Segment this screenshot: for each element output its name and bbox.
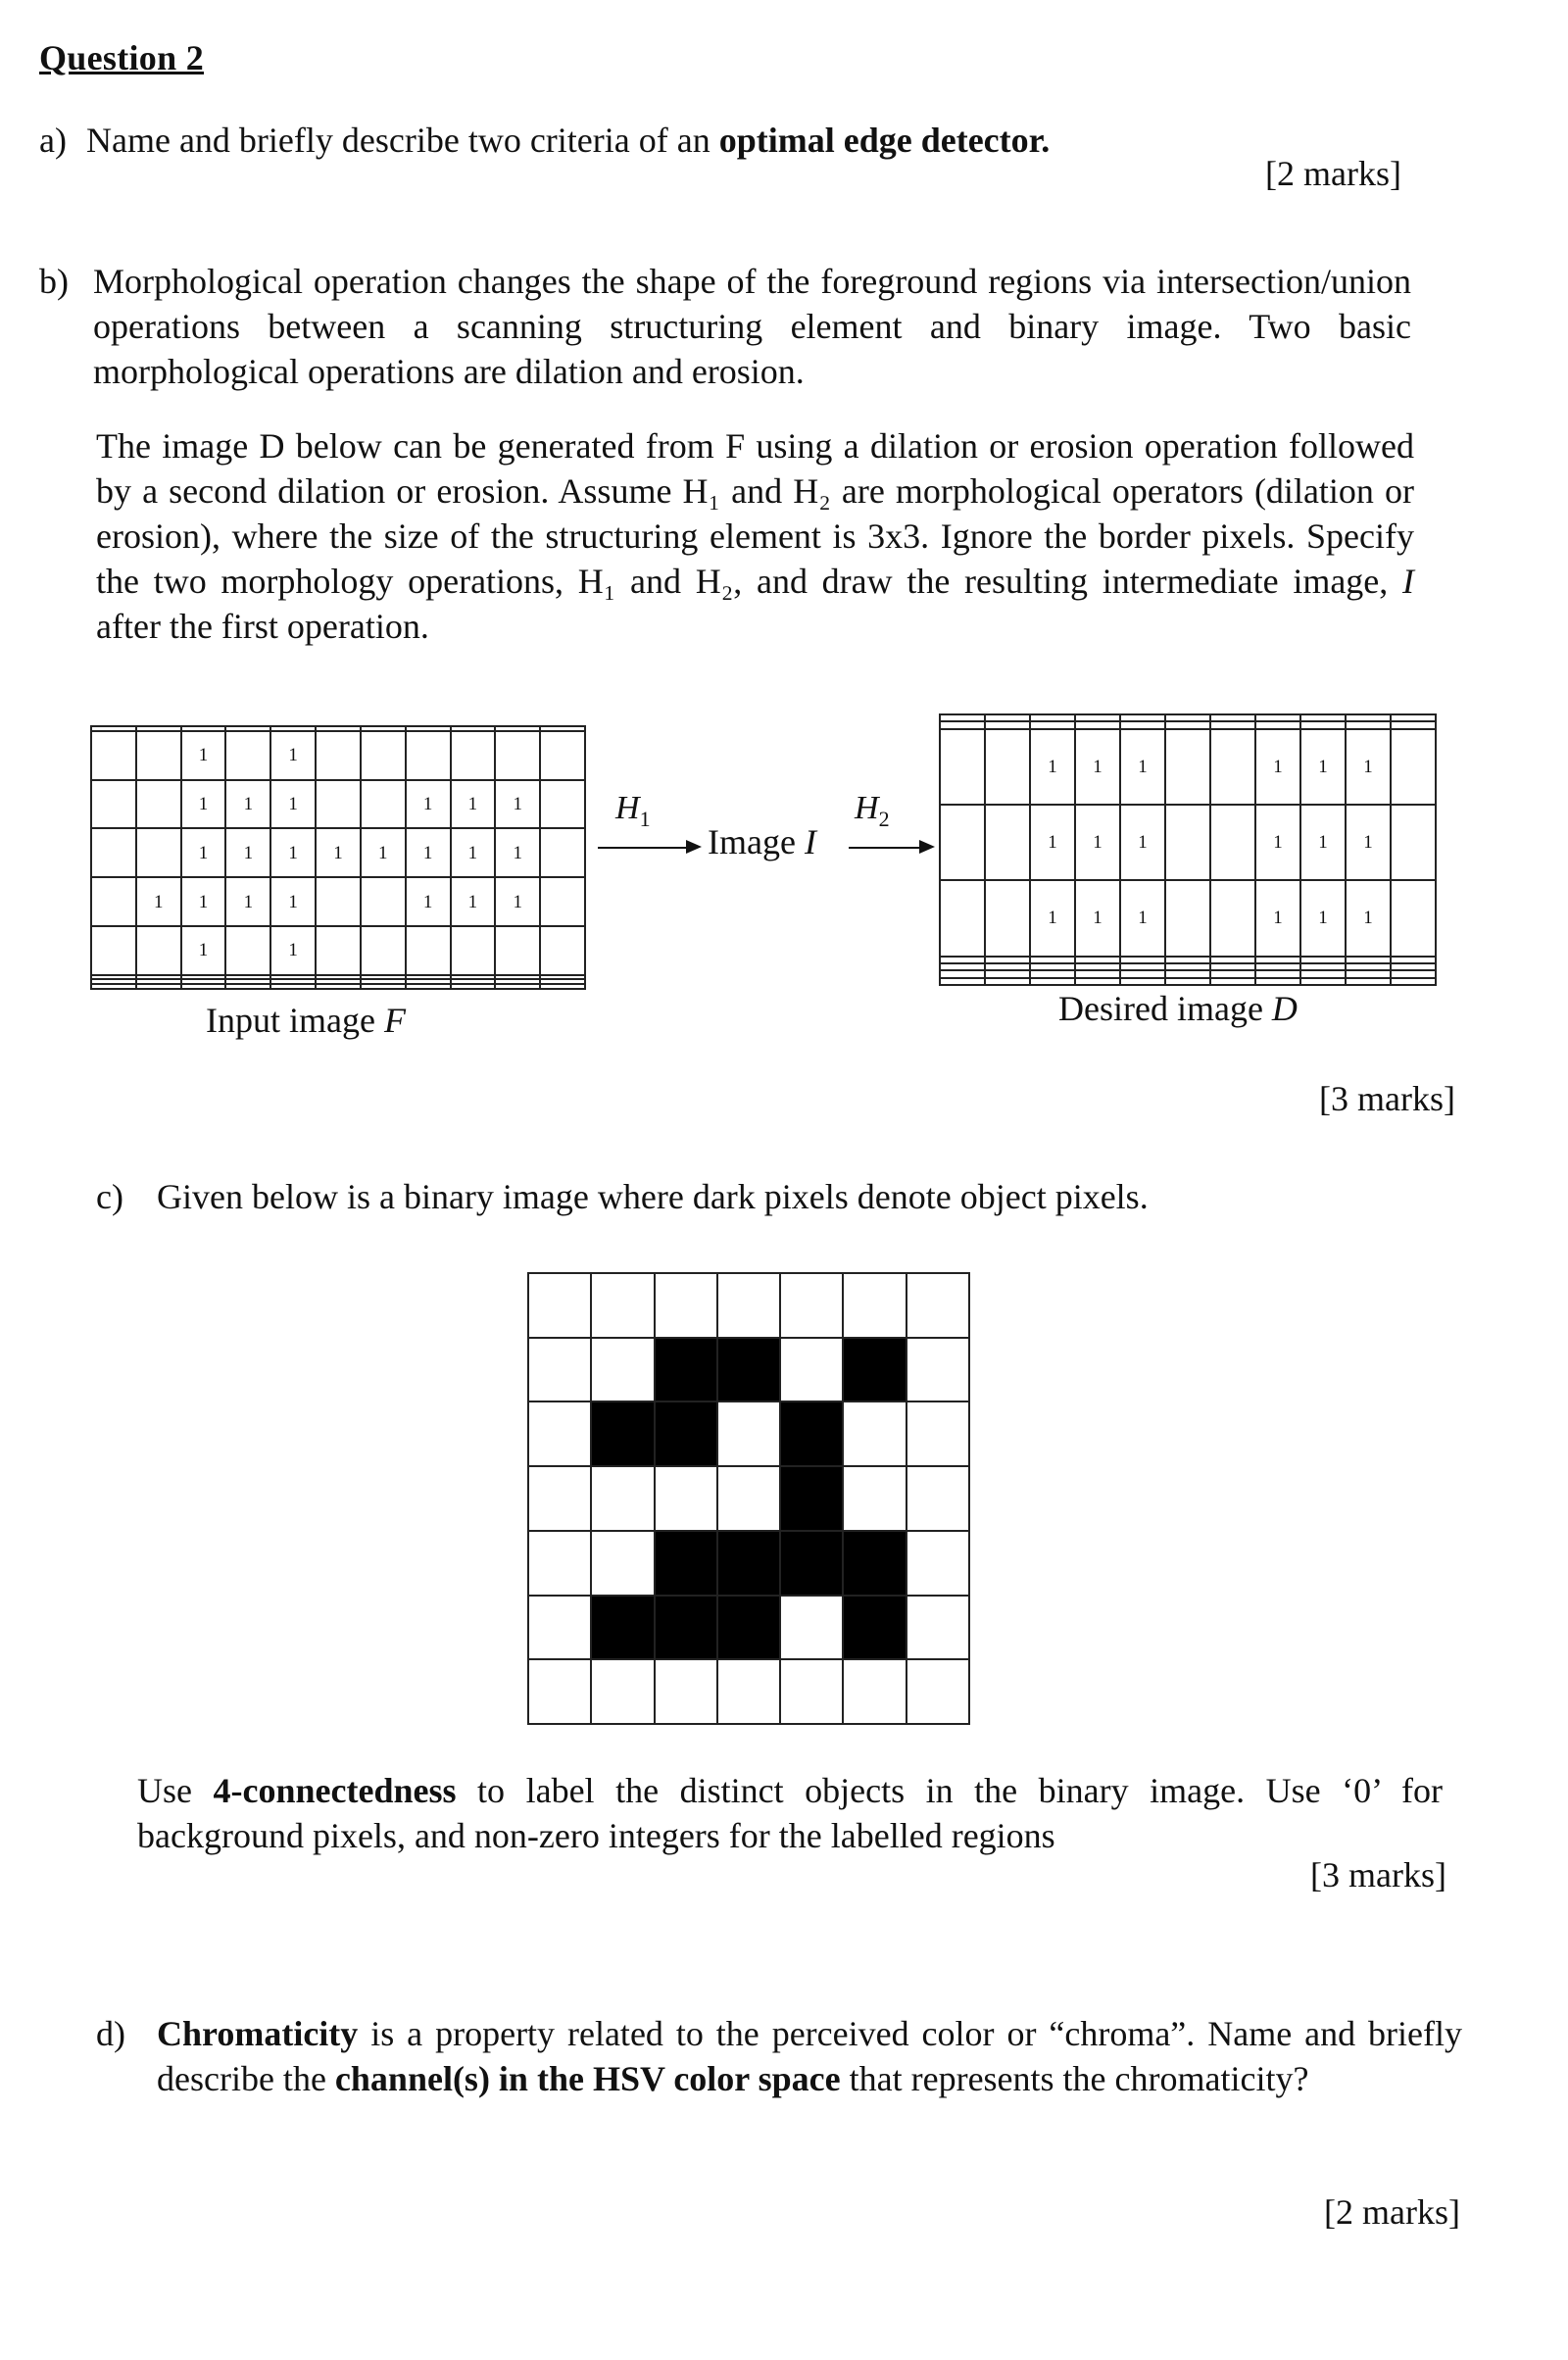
part-b-para2-text: The image D below can be generated from F using a dilation or erosion operation followed by a second dilation or erosion. Assume H₁ and H₂ are morphological operators (dilation or erosion), where the size of the structuring element is 3x3. Ignore the border pixels. Specify the two morphology operations, H₁ and H₂, and draw the resulting intermediate image, [96, 426, 1414, 601]
grid-cell [1165, 729, 1210, 805]
grid-cell [655, 1401, 717, 1466]
grid-cell [316, 731, 361, 780]
grid-cell: 1 [136, 877, 181, 926]
grid-cell [361, 780, 406, 829]
grid-cell [780, 1596, 843, 1660]
grid-cell [780, 1466, 843, 1531]
grid-cell [451, 926, 496, 975]
grid-cell [906, 1401, 969, 1466]
grid-cell [1391, 729, 1436, 805]
grid-cell [591, 1596, 654, 1660]
grid-cell [1346, 963, 1391, 970]
h1-arrow-line [598, 847, 688, 849]
question-title: Question 2 [39, 38, 205, 77]
grid-cell [655, 1659, 717, 1724]
grid-cell [451, 984, 496, 989]
grid-cell [91, 731, 136, 780]
grid-cell [1210, 978, 1255, 985]
grid-cell [940, 729, 985, 805]
grid-cell [906, 1338, 969, 1402]
input-caption-var: F [383, 1001, 406, 1040]
part-d-bold1: Chromaticity [157, 2014, 359, 2053]
grid-row [940, 963, 1436, 970]
part-a-text-bold: optimal edge detector. [718, 121, 1051, 160]
grid-cell [655, 1531, 717, 1596]
grid-cell [1120, 714, 1165, 721]
grid-cell: 1 [1255, 880, 1300, 956]
grid-cell [1391, 957, 1436, 963]
grid-cell [1210, 721, 1255, 728]
grid-cell [1165, 963, 1210, 970]
grid-cell [591, 1401, 654, 1466]
grid-cell [717, 1401, 780, 1466]
part-b-para1: Morphological operation changes the shape of the foreground regions via intersection/union operations between a scanning structuring element and binary image. Two basic morphological operations are dilation and erosion. [93, 262, 1411, 391]
grid-cell [225, 731, 270, 780]
part-d-text1: is a property related to the perceived color or “chroma”. Name and briefly describe the [157, 2014, 1462, 2098]
grid-row [91, 984, 585, 989]
grid-cell: 1 [406, 828, 451, 877]
grid-cell [717, 1273, 780, 1338]
grid-cell [940, 721, 985, 728]
grid-row [91, 828, 585, 877]
grid-cell [528, 1466, 591, 1531]
grid-cell: 1 [1075, 729, 1120, 805]
grid-cell [540, 926, 585, 975]
grid-cell [528, 1401, 591, 1466]
grid-cell [1120, 721, 1165, 728]
grid-cell: 1 [270, 828, 316, 877]
grid-cell: 1 [1346, 880, 1391, 956]
grid-cell [1030, 978, 1075, 985]
desired-image-caption [1058, 988, 1298, 1029]
grid-row [528, 1466, 969, 1531]
grid-cell [528, 1273, 591, 1338]
grid-cell [780, 1338, 843, 1402]
grid-cell: 1 [1120, 880, 1165, 956]
part-c-text: Given below is a binary image where dark pixels denote object pixels. [157, 1177, 1149, 1216]
desired-caption-var: D [1271, 989, 1298, 1028]
grid-cell [655, 1273, 717, 1338]
part-c-marks: [3 marks] [1310, 1855, 1446, 1894]
grid-row [528, 1659, 969, 1724]
grid-cell [1255, 970, 1300, 977]
grid-row [940, 714, 1436, 721]
grid-cell [91, 828, 136, 877]
grid-cell: 1 [181, 780, 226, 829]
grid-cell [1075, 978, 1120, 985]
part-a-label: a) [39, 121, 67, 160]
grid-cell [1120, 957, 1165, 963]
grid-cell [843, 1596, 906, 1660]
part-b-label: b) [39, 262, 69, 301]
h1-subscript: 1 [639, 806, 651, 831]
grid-cell [361, 926, 406, 975]
part-d-text2: that represents the chromaticity? [840, 2059, 1309, 2098]
grid-cell [495, 984, 540, 989]
grid-cell [940, 970, 985, 977]
grid-row [528, 1338, 969, 1402]
grid-cell: 1 [451, 877, 496, 926]
grid-cell: 1 [1346, 805, 1391, 880]
grid-cell [1030, 963, 1075, 970]
grid-cell: 1 [181, 731, 226, 780]
grid-cell [540, 780, 585, 829]
grid-cell: 1 [270, 926, 316, 975]
grid-cell [985, 963, 1030, 970]
grid-cell [91, 984, 136, 989]
grid-cell [406, 926, 451, 975]
grid-cell [181, 984, 226, 989]
grid-cell [906, 1596, 969, 1660]
grid-cell [717, 1531, 780, 1596]
grid-cell: 1 [316, 828, 361, 877]
grid-cell [540, 731, 585, 780]
grid-cell [361, 731, 406, 780]
grid-cell [1346, 957, 1391, 963]
grid-cell [136, 926, 181, 975]
grid-cell [1030, 970, 1075, 977]
grid-cell [495, 926, 540, 975]
grid-cell [1165, 957, 1210, 963]
part-b-para2 [96, 423, 1414, 649]
grid-cell [361, 984, 406, 989]
grid-cell: 1 [1030, 729, 1075, 805]
grid-cell [136, 984, 181, 989]
part-d-text [157, 2011, 1462, 2101]
grid-cell [1030, 721, 1075, 728]
grid-cell [1210, 805, 1255, 880]
grid-cell [655, 1596, 717, 1660]
grid-cell [1120, 978, 1165, 985]
grid-cell [540, 877, 585, 926]
image-i-label [708, 821, 816, 862]
grid-cell [528, 1596, 591, 1660]
grid-row [940, 957, 1436, 963]
grid-cell [843, 1338, 906, 1402]
grid-row [91, 926, 585, 975]
binary-image-grid [527, 1272, 970, 1725]
grid-cell [717, 1338, 780, 1402]
grid-row [940, 729, 1436, 805]
grid-cell [591, 1273, 654, 1338]
grid-cell: 1 [1030, 880, 1075, 956]
grid-cell [985, 970, 1030, 977]
grid-row [528, 1401, 969, 1466]
grid-cell [1300, 714, 1346, 721]
grid-cell: 1 [1075, 880, 1120, 956]
grid-cell [1210, 880, 1255, 956]
h1-label [615, 790, 651, 832]
grid-cell: 1 [1300, 880, 1346, 956]
grid-cell [528, 1531, 591, 1596]
grid-row [91, 877, 585, 926]
grid-cell [1391, 805, 1436, 880]
grid-cell [780, 1273, 843, 1338]
grid-cell [985, 721, 1030, 728]
grid-cell [1165, 721, 1210, 728]
grid-row [91, 780, 585, 829]
grid-row [528, 1273, 969, 1338]
grid-cell [843, 1466, 906, 1531]
grid-cell: 1 [1346, 729, 1391, 805]
grid-cell [1120, 970, 1165, 977]
grid-cell [843, 1531, 906, 1596]
grid-cell: 1 [451, 828, 496, 877]
grid-cell [1255, 963, 1300, 970]
grid-cell [906, 1466, 969, 1531]
grid-cell: 1 [270, 877, 316, 926]
grid-cell [843, 1659, 906, 1724]
grid-cell: 1 [1030, 805, 1075, 880]
grid-cell [225, 926, 270, 975]
grid-cell [1300, 970, 1346, 977]
grid-cell: 1 [225, 780, 270, 829]
grid-cell [136, 731, 181, 780]
grid-cell [985, 978, 1030, 985]
grid-cell [1210, 714, 1255, 721]
grid-cell: 1 [1120, 729, 1165, 805]
grid-cell: 1 [181, 926, 226, 975]
grid-cell: 1 [495, 828, 540, 877]
grid-cell: 1 [1300, 805, 1346, 880]
h2-arrow-icon [919, 840, 935, 854]
part-a-text [86, 118, 1184, 163]
h2-arrow-line [849, 847, 921, 849]
grid-cell [780, 1401, 843, 1466]
grid-cell [1030, 957, 1075, 963]
grid-cell [655, 1338, 717, 1402]
grid-cell [528, 1659, 591, 1724]
part-b-para2-end: after the first operation. [96, 607, 429, 646]
grid-cell [1300, 957, 1346, 963]
grid-cell [1255, 978, 1300, 985]
grid-cell [1165, 805, 1210, 880]
grid-row [940, 721, 1436, 728]
input-image-caption [206, 1000, 406, 1041]
grid-cell [1210, 957, 1255, 963]
grid-cell [1075, 714, 1120, 721]
grid-cell [528, 1338, 591, 1402]
grid-cell: 1 [1120, 805, 1165, 880]
grid-cell [843, 1273, 906, 1338]
grid-cell [1210, 963, 1255, 970]
grid-cell [451, 731, 496, 780]
grid-cell [540, 984, 585, 989]
grid-cell: 1 [225, 877, 270, 926]
h1-letter: H [615, 790, 640, 826]
grid-cell: 1 [1255, 805, 1300, 880]
grid-cell [1391, 970, 1436, 977]
grid-cell [316, 780, 361, 829]
part-d-marks: [2 marks] [1324, 2192, 1460, 2232]
grid-cell [316, 926, 361, 975]
grid-cell [780, 1531, 843, 1596]
grid-cell [985, 805, 1030, 880]
grid-cell [1165, 970, 1210, 977]
part-a-text-plain: Name and briefly describe two criteria of an [86, 121, 719, 160]
grid-cell [1120, 963, 1165, 970]
grid-cell: 1 [495, 780, 540, 829]
grid-row [940, 970, 1436, 977]
grid-row [528, 1596, 969, 1660]
grid-row [940, 805, 1436, 880]
input-image-grid [90, 725, 586, 990]
grid-cell [225, 984, 270, 989]
grid-cell [655, 1466, 717, 1531]
part-c-instr-after: to label the distinct objects in the binary image. Use ‘0’ for background pixels, and non-zero integers for the labelled regions [137, 1771, 1443, 1855]
grid-cell [780, 1659, 843, 1724]
grid-cell [1346, 714, 1391, 721]
part-d-label: d) [96, 2014, 125, 2053]
image-i-var: I [804, 822, 816, 861]
grid-row [940, 880, 1436, 956]
desired-caption-text: Desired image [1058, 989, 1272, 1028]
grid-cell [1346, 721, 1391, 728]
grid-row [940, 978, 1436, 985]
grid-cell [1391, 880, 1436, 956]
grid-cell [1300, 721, 1346, 728]
grid-cell [136, 780, 181, 829]
grid-cell [1210, 729, 1255, 805]
grid-cell [940, 714, 985, 721]
grid-cell [940, 805, 985, 880]
input-caption-text: Input image [206, 1001, 384, 1040]
grid-cell [495, 731, 540, 780]
grid-cell [1030, 714, 1075, 721]
grid-cell [1210, 970, 1255, 977]
grid-cell [361, 877, 406, 926]
grid-cell: 1 [406, 780, 451, 829]
grid-cell [316, 877, 361, 926]
grid-cell [91, 780, 136, 829]
grid-cell [940, 880, 985, 956]
grid-cell [136, 828, 181, 877]
grid-row [91, 731, 585, 780]
grid-cell [1255, 957, 1300, 963]
grid-cell [91, 877, 136, 926]
grid-cell [985, 880, 1030, 956]
grid-cell [906, 1659, 969, 1724]
grid-cell [270, 984, 316, 989]
image-i-text: Image [708, 822, 805, 861]
part-c-instr-before: Use [137, 1771, 214, 1810]
grid-cell [1165, 978, 1210, 985]
grid-cell [985, 729, 1030, 805]
part-b-marks: [3 marks] [1319, 1079, 1455, 1118]
part-b-para2-italic: I [1402, 562, 1414, 601]
grid-cell: 1 [451, 780, 496, 829]
grid-cell [1300, 963, 1346, 970]
h1-arrow-icon [686, 840, 702, 854]
grid-cell [1165, 880, 1210, 956]
part-c-label: c) [96, 1177, 123, 1216]
grid-cell [1391, 714, 1436, 721]
grid-cell [1075, 957, 1120, 963]
grid-cell [591, 1466, 654, 1531]
grid-cell: 1 [361, 828, 406, 877]
grid-cell [591, 1531, 654, 1596]
grid-cell: 1 [181, 828, 226, 877]
grid-cell [1346, 978, 1391, 985]
grid-cell [1255, 714, 1300, 721]
grid-cell [591, 1659, 654, 1724]
grid-cell [1391, 721, 1436, 728]
grid-cell [1165, 714, 1210, 721]
grid-cell [940, 978, 985, 985]
h2-label [855, 790, 890, 832]
grid-cell [1255, 721, 1300, 728]
grid-cell [1075, 721, 1120, 728]
part-c-instr-bold: 4-connectedness [213, 1771, 457, 1810]
grid-cell [316, 984, 361, 989]
grid-cell [940, 963, 985, 970]
desired-image-grid [939, 713, 1437, 986]
grid-cell: 1 [1075, 805, 1120, 880]
grid-cell: 1 [181, 877, 226, 926]
grid-cell: 1 [270, 731, 316, 780]
part-a-marks: [2 marks] [1265, 154, 1401, 193]
grid-cell [406, 731, 451, 780]
grid-cell [1300, 978, 1346, 985]
part-d-bold2: channel(s) in the HSV color space [334, 2059, 841, 2098]
grid-cell [540, 828, 585, 877]
grid-cell [1346, 970, 1391, 977]
h2-letter: H [855, 790, 879, 826]
grid-cell [1391, 963, 1436, 970]
grid-cell [1391, 978, 1436, 985]
part-c-instruction [137, 1768, 1443, 1858]
grid-cell [717, 1659, 780, 1724]
grid-cell [406, 984, 451, 989]
grid-cell [1075, 970, 1120, 977]
grid-cell: 1 [1300, 729, 1346, 805]
grid-cell: 1 [406, 877, 451, 926]
grid-row [528, 1531, 969, 1596]
grid-cell [717, 1596, 780, 1660]
grid-cell [906, 1531, 969, 1596]
grid-cell: 1 [1255, 729, 1300, 805]
grid-cell [591, 1338, 654, 1402]
grid-cell [985, 714, 1030, 721]
grid-cell [717, 1466, 780, 1531]
grid-cell: 1 [270, 780, 316, 829]
grid-cell: 1 [225, 828, 270, 877]
h2-subscript: 2 [878, 806, 890, 831]
grid-cell [843, 1401, 906, 1466]
grid-cell [91, 926, 136, 975]
grid-cell: 1 [495, 877, 540, 926]
grid-cell [906, 1273, 969, 1338]
grid-cell [985, 957, 1030, 963]
grid-cell [940, 957, 985, 963]
grid-cell [1075, 963, 1120, 970]
